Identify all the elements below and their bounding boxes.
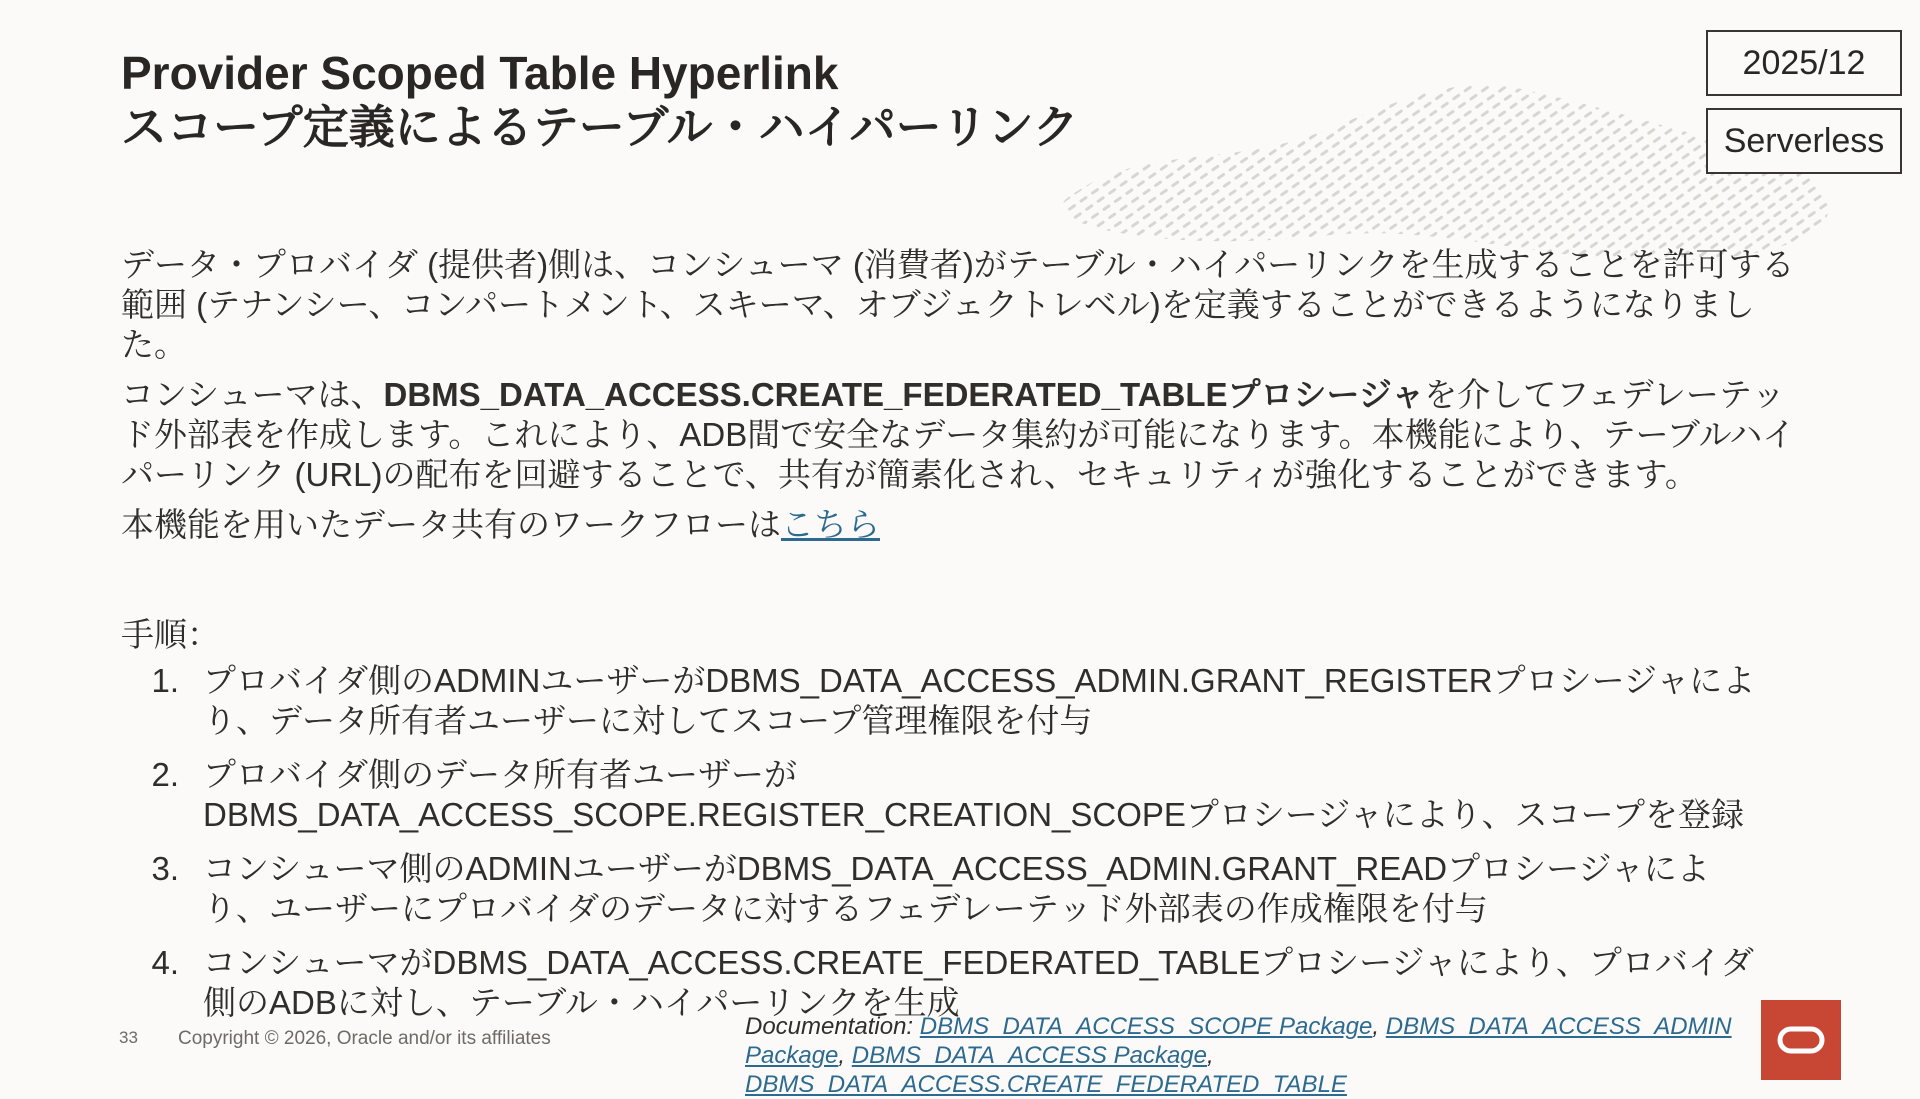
step-number: 1. <box>151 662 179 699</box>
step-text: プロバイダ側のADMINユーザーがDBMS_DATA_ACCESS_ADMIN.GRANT_REGISTERプロシージャにより、データ所有者ユーザーに対してスコープ管理権限を付与 <box>203 662 1756 739</box>
step-text: コンシューマがDBMS_DATA_ACCESS.CREATE_FEDERATED_TABLEプロシージャにより、プロバイダ側のADBに対し、テーブル・ハイパーリンクを生成 <box>203 944 1754 1021</box>
step-number: 2. <box>151 756 179 793</box>
procedure-name: DBMS_DATA_ACCESS.CREATE_FEDERATED_TABLEプロシージャ <box>383 376 1425 413</box>
list-item <box>121 849 1811 929</box>
copyright-text: Copyright © 2026, Oracle and/or its affiliates <box>178 1028 551 1049</box>
step-text: コンシューマ側のADMINユーザーがDBMS_DATA_ACCESS_ADMIN.GRANT_READプロシージャにより、ユーザーにプロバイダのデータに対するフェデレーテッド外部表の作成権限を付与 <box>203 850 1710 927</box>
consumer-paragraph-prefix: コンシューマは、 <box>121 376 384 413</box>
steps-heading: 手順： <box>121 616 220 653</box>
doc-separator: , <box>1372 1013 1386 1040</box>
edition-tag: Serverless <box>1706 108 1902 174</box>
title-japanese: スコープ定義によるテーブル・ハイパーリンク <box>121 101 1079 153</box>
doc-link-create-federated-table[interactable]: DBMS_DATA_ACCESS.CREATE_FEDERATED_TABLE <box>745 1071 1347 1098</box>
list-item <box>121 943 1811 1023</box>
slide-body <box>121 245 1811 1037</box>
doc-link-access-package[interactable]: DBMS_DATA_ACCESS Package <box>851 1042 1207 1069</box>
workflow-link[interactable]: こちら <box>781 506 880 543</box>
intro-paragraph: データ・プロバイダ (提供者)側は、コンシューマ (消費者)がテーブル・ハイパーリンクを生成することを許可する範囲 (テナンシー、コンパートメント、スキーマ、オブジェクトレベル)を定義することができるようになりました。 <box>121 246 1795 363</box>
list-item <box>121 661 1811 741</box>
page-number: 33 <box>119 1028 138 1047</box>
title-english: Provider Scoped Table Hyperlink <box>121 47 839 99</box>
workflow-text: 本機能を用いたデータ共有のワークフローは <box>121 506 781 543</box>
step-number: 4. <box>151 944 179 981</box>
doc-link-scope-package[interactable]: DBMS_DATA_ACCESS_SCOPE Package <box>919 1013 1373 1040</box>
list-item <box>121 755 1811 835</box>
workflow-paragraph <box>121 505 1811 545</box>
steps-list <box>121 661 1811 1023</box>
doc-separator: , <box>838 1042 852 1069</box>
doc-separator: , <box>1207 1042 1214 1069</box>
step-number: 3. <box>151 850 179 887</box>
step-text: プロバイダ側のデータ所有者ユーザーがDBMS_DATA_ACCESS_SCOPE.REGISTER_CREATION_SCOPEプロシージャにより、スコープを登録 <box>203 756 1744 833</box>
consumer-paragraph-suffix: を介してフェデレーテッド外部表を作成します。これにより、ADB間で安全なデータ集約が可能になります。本機能により、テーブルハイパーリンク (URL)の配布を回避することで、共有が簡素化され、セキュリティが強化することができます。 <box>121 376 1796 493</box>
documentation-links <box>745 1012 1765 1099</box>
release-date-tag: 2025/12 <box>1706 30 1902 96</box>
oracle-logo-icon <box>1776 1025 1826 1055</box>
slide-title <box>121 46 1079 154</box>
documentation-label: Documentation: <box>745 1013 920 1040</box>
oracle-logo <box>1761 1000 1841 1080</box>
consumer-paragraph <box>121 375 1811 495</box>
doc-link-admin-package[interactable]: DBMS_DATA_ACCESS_ADMIN Package <box>745 1013 1732 1069</box>
